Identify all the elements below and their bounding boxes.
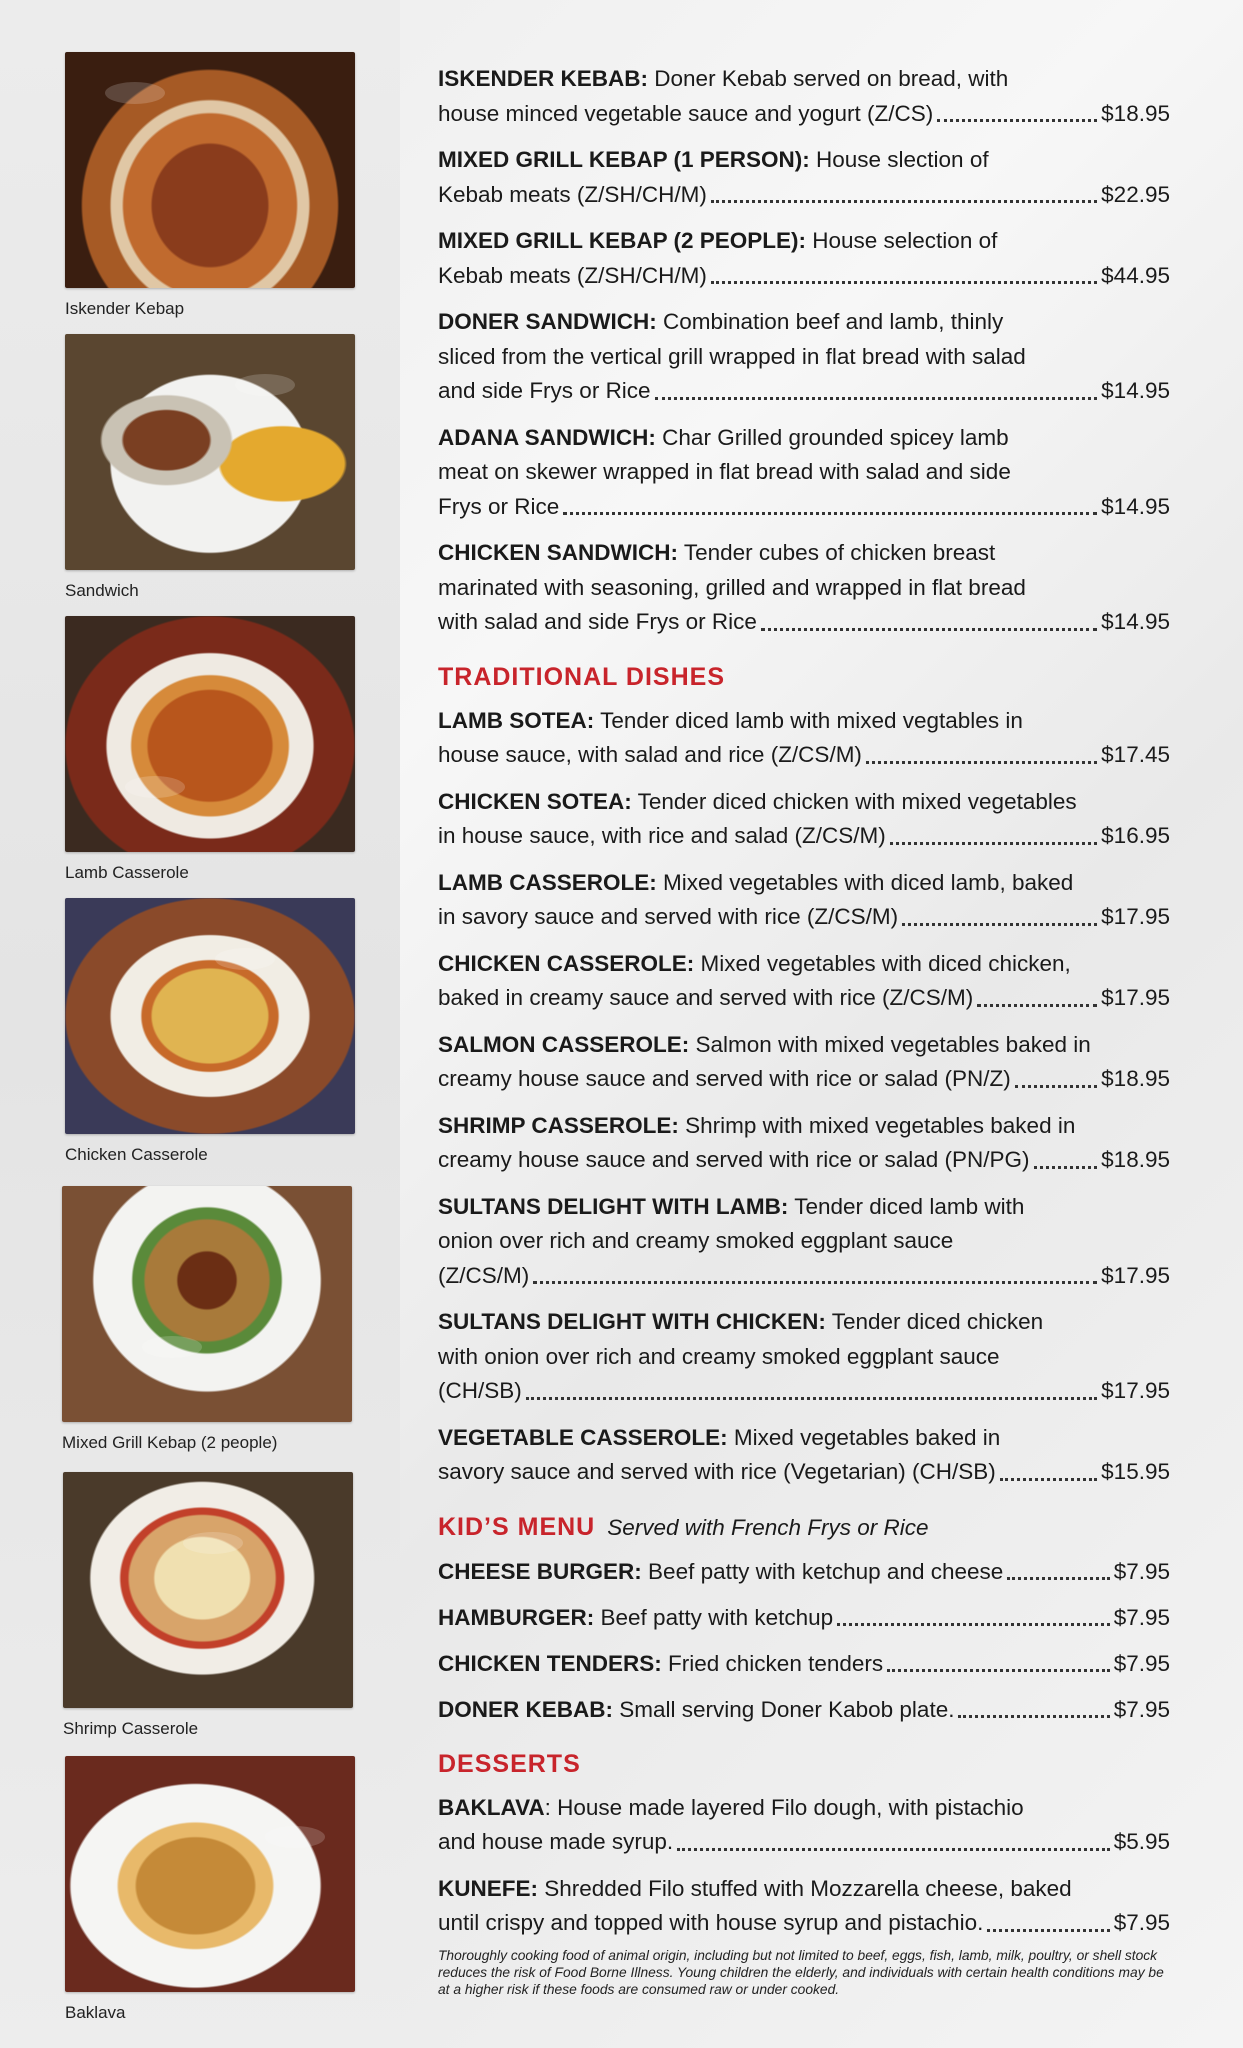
section-title <box>438 1510 1170 1545</box>
section-title: DESSERTS <box>438 1749 581 1778</box>
item-desc: Mixed vegetables with diced lamb, baked <box>663 869 1074 895</box>
item-price: $7.95 <box>1113 1696 1170 1722</box>
item-desc: Doner Kebab served on bread, with <box>654 66 1009 91</box>
item-desc: until crispy and topped with house syrup and pistachio. <box>438 1910 984 1935</box>
item-desc: Tender diced lamb with <box>794 1193 1025 1219</box>
leader-dots <box>655 397 1098 400</box>
leader-dots <box>711 200 1097 203</box>
item-desc: marinated with seasoning, grilled and wrapped in flat bread <box>438 574 1026 600</box>
mixed-grill-photo <box>62 1186 352 1422</box>
item-desc: Salmon with mixed vegetables baked in <box>695 1031 1091 1057</box>
item-price: $44.95 <box>1101 262 1170 288</box>
leader-dots <box>1000 1478 1097 1481</box>
item-price: $15.95 <box>1101 1459 1170 1484</box>
photo-caption: Chicken Casserole <box>65 1145 208 1164</box>
menu-item <box>438 421 1170 525</box>
kids-title: KID’S MENU <box>438 1512 596 1541</box>
menu-item <box>438 1028 1170 1097</box>
item-price: $5.95 <box>1113 1829 1170 1854</box>
menu-item <box>438 866 1170 935</box>
lamb-casserole-photo <box>65 616 355 852</box>
item-desc: Tender cubes of chicken breast <box>683 540 996 565</box>
item-name: VEGETABLE CASSEROLE: <box>438 1424 728 1450</box>
item-name: CHICKEN SOTEA: <box>438 788 632 814</box>
item-name: SULTANS DELIGHT WITH CHICKEN: <box>438 1309 826 1334</box>
photo-caption: Mixed Grill Kebap (2 people) <box>62 1433 278 1452</box>
item-price: $16.95 <box>1101 823 1170 848</box>
item-desc: and house made syrup. <box>438 1829 674 1854</box>
traditional-section <box>438 660 1170 1490</box>
item-desc: Beef patty with ketchup <box>600 1604 834 1630</box>
leader-dots <box>563 512 1097 515</box>
kebab-section <box>438 62 1170 640</box>
section-title: TRADITIONAL DISHES <box>438 662 725 691</box>
item-name: HAMBURGER: <box>438 1604 595 1630</box>
shrimp-casserole-photo <box>63 1472 353 1708</box>
item-price: $17.45 <box>1101 742 1170 767</box>
leader-dots <box>890 842 1097 845</box>
leader-dots <box>533 1281 1097 1284</box>
menu-item <box>438 1601 1170 1635</box>
menu-item <box>438 1190 1170 1294</box>
photo-card-shrimp-casserole <box>63 1472 353 1739</box>
item-name: CHICKEN SANDWICH: <box>438 540 678 565</box>
leader-dots <box>866 761 1097 764</box>
food-safety-disclaimer: Thoroughly cooking food of animal origin, including but not limited to beef, eggs, fish, lamb, milk, poultry, or shell stock reduces the risk of Food Borne Illness. Young children the elderly, and individuals with certain health conditions may be at a higher risk if these foods are consumed raw or under cooked. <box>438 1947 1164 1997</box>
photo-caption: Shrimp Casserole <box>63 1719 199 1738</box>
photo-card-iskender <box>65 52 355 319</box>
item-desc: house minced vegetable sauce and yogurt (Z/CS) <box>438 100 934 126</box>
leader-dots <box>761 628 1097 631</box>
kids-subtitle: Served with French Frys or Rice <box>607 1514 929 1540</box>
photo-card-lamb-casserole <box>65 616 355 883</box>
item-name: SULTANS DELIGHT WITH LAMB: <box>438 1193 789 1219</box>
item-price: $17.95 <box>1101 1378 1170 1403</box>
item-name: DONER SANDWICH: <box>438 309 657 334</box>
item-name: MIXED GRILL KEBAP (1 PERSON): <box>438 147 810 172</box>
item-desc: Char Grilled grounded spicey lamb <box>662 424 1009 450</box>
item-name: CHICKEN CASSEROLE: <box>438 950 695 976</box>
item-price: $7.95 <box>1113 1558 1170 1584</box>
item-desc: sliced from the vertical grill wrapped in flat bread with salad <box>438 343 1026 369</box>
item-price: $17.95 <box>1101 985 1170 1010</box>
leader-dots <box>711 281 1097 284</box>
item-desc: Shrimp with mixed vegetables baked in <box>685 1112 1076 1138</box>
item-name: DONER KEBAB: <box>438 1696 614 1722</box>
menu-item <box>438 143 1170 212</box>
desserts-section <box>438 1747 1170 1941</box>
item-price: $18.95 <box>1101 1147 1170 1172</box>
leader-dots <box>902 923 1097 926</box>
item-name: KUNEFE: <box>438 1875 538 1901</box>
item-desc: house sauce, with salad and rice (Z/CS/M) <box>438 742 862 767</box>
item-desc: creamy house sauce and served with rice or salad (PN/Z) <box>438 1066 1011 1091</box>
item-desc: Tender diced chicken with mixed vegetables <box>637 788 1077 814</box>
item-desc: in savory sauce and served with rice (Z/CS/M) <box>438 904 899 929</box>
item-price: $7.95 <box>1113 1604 1170 1630</box>
iskender-kebap-photo <box>65 52 355 288</box>
leader-dots <box>1034 1166 1098 1169</box>
menu-item <box>438 1693 1170 1727</box>
item-desc: (Z/CS/M) <box>438 1262 530 1288</box>
item-desc: Mixed vegetables baked in <box>733 1424 1001 1450</box>
leader-dots <box>887 1669 1110 1672</box>
item-desc: baked in creamy sauce and served with rice (Z/CS/M) <box>438 985 974 1010</box>
item-name: CHICKEN TENDERS: <box>438 1650 662 1676</box>
menu-item <box>438 62 1170 131</box>
item-desc: Tender diced chicken <box>831 1309 1044 1334</box>
chicken-casserole-photo <box>65 898 355 1134</box>
item-name: SALMON CASSEROLE: <box>438 1031 690 1057</box>
menu-item <box>438 947 1170 1016</box>
menu-item <box>438 1791 1170 1860</box>
item-desc: with salad and side Frys or Rice <box>438 609 757 634</box>
item-desc: and side Frys or Rice <box>438 378 651 403</box>
item-desc: Kebab meats (Z/SH/CH/M) <box>438 262 707 288</box>
item-desc: with onion over rich and creamy smoked eggplant sauce <box>438 1343 1000 1369</box>
menu-item <box>438 1872 1170 1941</box>
item-price: $17.95 <box>1101 1262 1170 1288</box>
menu-item <box>438 704 1170 773</box>
leader-dots <box>677 1848 1110 1851</box>
leader-dots <box>837 1623 1110 1626</box>
item-name: ISKENDER KEBAB: <box>438 66 649 91</box>
photo-column <box>0 0 400 2048</box>
menu-item <box>438 1647 1170 1681</box>
item-desc: (CH/SB) <box>438 1378 522 1403</box>
item-desc: House selection of <box>812 228 998 253</box>
leader-dots <box>977 1004 1097 1007</box>
menu-item <box>438 1421 1170 1490</box>
item-price: $14.95 <box>1101 378 1170 403</box>
item-desc: savory sauce and served with rice (Vegetarian) (CH/SB) <box>438 1459 996 1484</box>
item-name: LAMB CASSEROLE: <box>438 869 657 895</box>
item-desc: Kebab meats (Z/SH/CH/M) <box>438 181 707 207</box>
menu-list <box>438 62 1170 1998</box>
item-desc: Fried chicken tenders <box>668 1650 884 1676</box>
menu-item <box>438 1555 1170 1589</box>
item-desc: Shredded Filo stuffed with Mozzarella cheese, baked <box>544 1875 1072 1901</box>
item-price: $18.95 <box>1101 1066 1170 1091</box>
item-price: $22.95 <box>1101 181 1170 207</box>
item-desc: onion over rich and creamy smoked eggplant sauce <box>438 1228 954 1253</box>
item-price: $7.95 <box>1113 1650 1170 1676</box>
menu-item <box>438 305 1170 409</box>
photo-caption: Lamb Casserole <box>65 863 189 882</box>
item-price: $14.95 <box>1101 493 1170 519</box>
item-name: MIXED GRILL KEBAP (2 PEOPLE): <box>438 228 806 253</box>
leader-dots <box>987 1929 1109 1932</box>
sandwich-photo <box>65 334 355 570</box>
item-price: $14.95 <box>1101 609 1170 634</box>
photo-caption: Iskender Kebap <box>65 299 185 318</box>
item-price: $17.95 <box>1101 904 1170 929</box>
item-desc: : House made layered Filo dough, with pistachio <box>544 1794 1024 1820</box>
item-price: $7.95 <box>1113 1910 1170 1935</box>
menu-item <box>438 536 1170 640</box>
menu-item <box>438 1305 1170 1409</box>
photo-caption: Sandwich <box>65 581 139 600</box>
leader-dots <box>958 1715 1109 1718</box>
leader-dots <box>526 1397 1097 1400</box>
item-desc: in house sauce, with rice and salad (Z/CS/M) <box>438 823 886 848</box>
item-desc: Tender diced lamb with mixed vegtables in <box>600 707 1023 733</box>
photo-card-chicken-casserole <box>65 898 355 1165</box>
photo-card-mixed-grill <box>62 1186 352 1453</box>
item-desc: creamy house sauce and served with rice or salad (PN/PG) <box>438 1147 1030 1172</box>
item-desc: Small serving Doner Kabob plate. <box>619 1696 955 1722</box>
menu-item <box>438 785 1170 854</box>
item-desc: Combination beef and lamb, thinly <box>663 309 1004 334</box>
baklava-photo <box>65 1756 355 1992</box>
item-name: LAMB SOTEA: <box>438 707 595 733</box>
item-desc: Frys or Rice <box>438 493 560 519</box>
photo-card-baklava <box>65 1756 355 2023</box>
menu-item <box>438 224 1170 293</box>
leader-dots <box>1007 1577 1109 1580</box>
menu-item <box>438 1109 1170 1178</box>
leader-dots <box>937 119 1097 122</box>
item-desc: House slection of <box>815 147 989 172</box>
item-price: $18.95 <box>1101 100 1170 126</box>
item-desc: meat on skewer wrapped in flat bread with salad and side <box>438 459 1011 484</box>
item-desc: Mixed vegetables with diced chicken, <box>700 950 1071 976</box>
item-desc: Beef patty with ketchup and cheese <box>648 1558 1004 1584</box>
leader-dots <box>1015 1085 1097 1088</box>
item-name: SHRIMP CASSEROLE: <box>438 1112 679 1138</box>
photo-card-sandwich <box>65 334 355 601</box>
kids-section <box>438 1510 1170 1727</box>
photo-caption: Baklava <box>65 2003 126 2022</box>
item-name: BAKLAVA <box>438 1794 545 1820</box>
item-name: CHEESE BURGER: <box>438 1558 642 1584</box>
item-name: ADANA SANDWICH: <box>438 424 656 450</box>
